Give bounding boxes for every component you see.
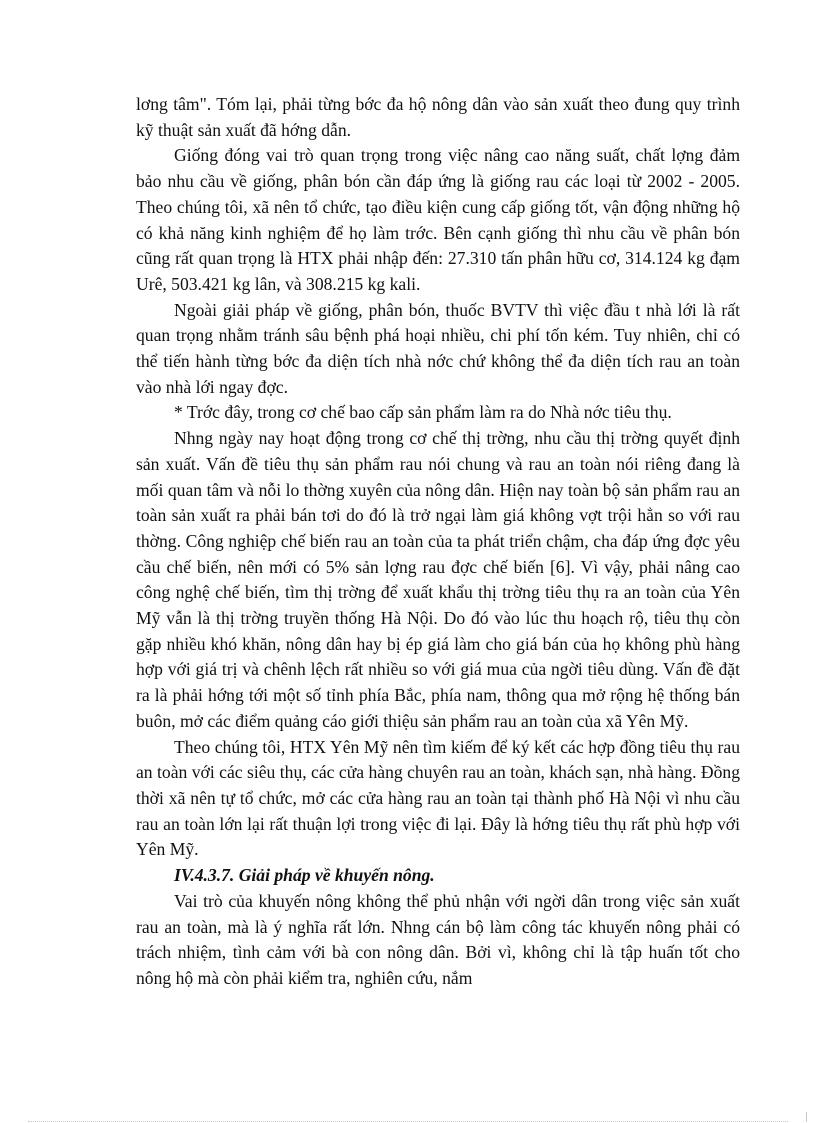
paragraph-extension: Vai trò của khuyến nông không thể phủ nhận với ngời dân trong việc sản xuất rau an toàn, mà là ý nghĩa rất lớn. Nhng cán bộ làm công tác khuyến nông phải có trách nhiệm, tình cảm với bà con nông dân. Bởi vì, không chỉ là tập huấn tốt cho nông hộ mà còn phải kiểm tra, nghiên cứu, nắm (136, 890, 740, 988)
document-page (136, 92, 740, 992)
section-heading: IV.4.3.7. Giải pháp về khuyến nông. (174, 865, 435, 886)
paragraph-subsidy-note: * Trớc đây, trong cơ chế bao cấp sản phẩm làm ra do Nhà nớc tiêu thụ. (174, 402, 672, 423)
paragraph-htx-contracts: Theo chúng tôi, HTX Yên Mỹ nên tìm kiếm để ký kết các hợp đồng tiêu thụ rau an toàn với các siêu thụ, các cửa hàng chuyên rau an toàn, khách sạn, nhà hàng. Đồng thời xã nên tự tổ chức, mở các cửa hàng rau an toàn tại thành phố Hà Nội vì nhu cầu rau an toàn lớn lại rất thuận lợi trong việc đi lại. Đây là hớng tiêu thụ rất phù hợp với Yên Mỹ. (136, 736, 740, 860)
page-corner-mark (806, 1112, 816, 1122)
page-bottom-rule (28, 1121, 788, 1122)
paragraph-market: Nhng ngày nay hoạt động trong cơ chế thị trờng, nhu cầu thị trờng quyết định sản xuất. Vấn đề tiêu thụ sản phẩm rau nói chung và rau an toàn nói riêng đang là mối quan tâm và nỗi lo thờng xuyên của nông dân. Hiện nay toàn bộ sản phẩm rau an toàn sản xuất ra phải bán tơi do đó là trở ngại làm giá không vợt trội hẳn so với rau thờng. Công nghiệp chế biến rau an toàn của ta phát triển chậm, cha đáp ứng đợc yêu cầu chế biến, nên mới có 5% sản lợng rau đợc chế biến [6]. Vì vậy, phải nâng cao công nghệ chế biến, tìm thị trờng để xuất khẩu thị trờng tiêu thụ ra an toàn của Yên Mỹ vẫn là thị trờng truyền thống Hà Nội. Do đó vào lúc thu hoạch rộ, tiêu thụ còn gặp nhiều khó khăn, nông dân hay bị ép giá làm cho giá bán của họ không phù hàng hợp với giá trị và chênh lệch rất nhiều so với giá mua của ngời tiêu dùng. Vấn đề đặt ra là phải hớng tới một số tỉnh phía Bắc, phía nam, thông qua mở rộng hệ thống bán buôn, mở các điểm quảng cáo giới thiệu sản phẩm rau an toàn của xã Yên Mỹ. (136, 428, 740, 731)
paragraph-net-house: Ngoài giải pháp về giống, phân bón, thuốc BVTV thì việc đầu t nhà lới là rất quan trọng nhằm tránh sâu bệnh phá hoại nhiều, chi phí tốn kém. Tuy nhiên, chỉ có thể tiến hành từng bớc đa diện tích nhà nớc chứ không thể đa diện tích rau an toàn vào nhà lới ngay đợc. (136, 299, 740, 397)
paragraph-seed-fertilizer: Giống đóng vai trò quan trọng trong việc nâng cao năng suất, chất lợng đảm bảo nhu cầu về giống, phân bón cần đáp ứng là giống rau các loại từ 2002 - 2005. Theo chúng tôi, xã nên tổ chức, tạo điều kiện cung cấp giống tốt, vận động những hộ có khả năng kinh nghiệm để họ làm trớc. Bên cạnh giống thì nhu cầu về phân bón cũng rất quan trọng là HTX phải nhập đến: 27.310 tấn phân hữu cơ, 314.124 kg đạm Urê, 503.421 kg lân, và 308.215 kg kali. (136, 145, 740, 294)
paragraph-continuation: lơng tâm". Tóm lại, phải từng bớc đa hộ nông dân vào sản xuất theo đung quy trình kỹ thuật sản xuất đã hớng dẫn. (136, 94, 740, 140)
